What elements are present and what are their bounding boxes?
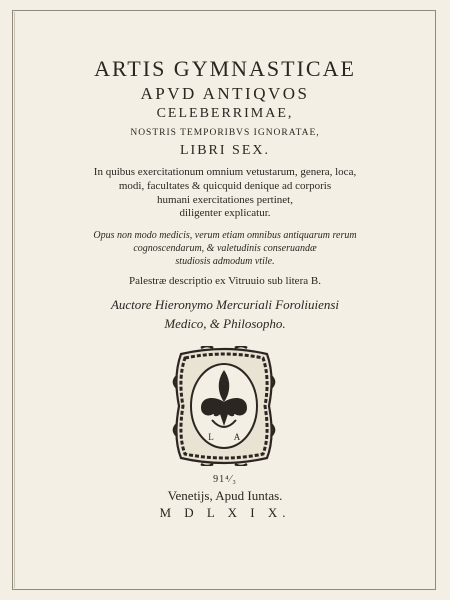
- imprint-line: Venetijs, Apud Iuntas.: [167, 488, 283, 503]
- description-line-1: In quibus exercitationum omnium vetustarum, genera, loca,: [93, 166, 357, 178]
- utility-line-1: Opus non modo medicis, verum etiam omnibus antiquarum rerum: [93, 230, 357, 241]
- date-line: M D L X I X.: [159, 505, 291, 520]
- description-line-3: humani exercitationes pertinet,: [157, 194, 293, 206]
- device-letter-right: A: [233, 432, 241, 442]
- title-line-2: APVD ANTIQVOS: [140, 84, 310, 103]
- signature-mark: 91⁴⁄₃: [213, 474, 237, 485]
- utility-line-3: studiosis admodum vtile.: [175, 256, 275, 267]
- author-line: Auctore Hieronymo Mercuriali Foroliuiensi: [110, 297, 340, 312]
- device-letter-left: L: [208, 432, 214, 442]
- description-line-2: modi, facultates & quicquid denique ad corporis: [118, 180, 332, 192]
- title-line-5: LIBRI SEX.: [180, 143, 270, 158]
- title-line-4: NOSTRIS TEMPORIBVS IGNORATAE,: [130, 128, 320, 138]
- author-title-line: Medico, & Philosopho.: [164, 316, 286, 331]
- title-line-3: CELEBERRIMAE,: [156, 106, 294, 121]
- printers-device-lily-icon: [171, 346, 277, 466]
- description-line-4: diligenter explicatur.: [179, 207, 271, 219]
- title-line-1: ARTIS GYMNASTICAE: [94, 56, 356, 81]
- palestra-note: Palestræ descriptio ex Vitruuio sub litera B.: [129, 275, 321, 287]
- utility-line-2: cognoscendarum, & valetudinis conseruandæ: [133, 243, 317, 254]
